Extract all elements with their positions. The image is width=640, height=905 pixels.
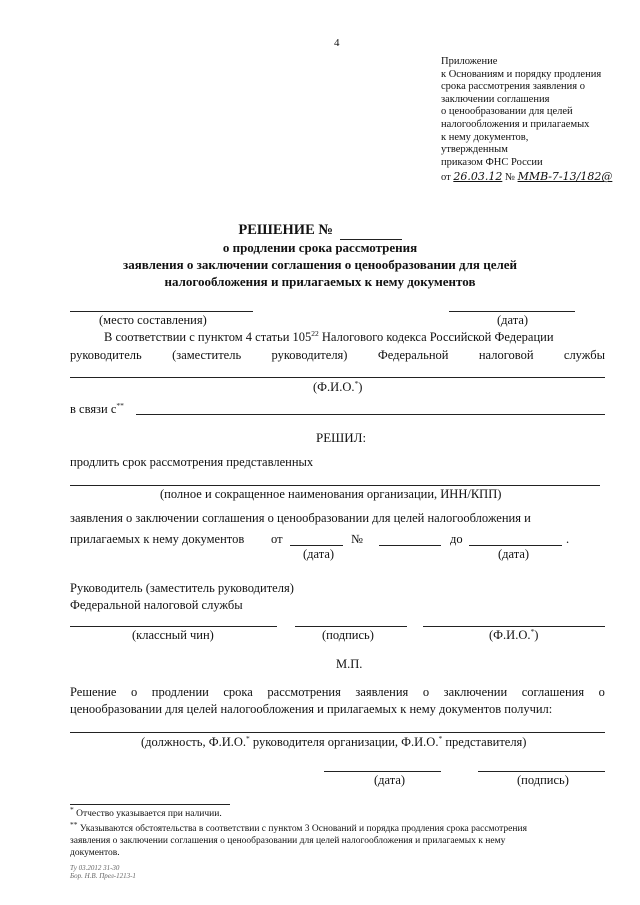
tech-mark [70,864,136,880]
tech-mark-line-2: Бор. Н.В. Прел-1213-1 [70,872,136,880]
footnote-2-line-3: документов. [70,848,120,858]
appendix-line: к Основаниям и порядку продления [441,68,602,80]
intro-text: В соответствии с пунктом 4 статьи 105 [104,330,312,344]
appendix-block [441,56,612,185]
intro-word: руководитель [70,348,142,362]
bottom-date-line [324,771,441,772]
appendix-line: о ценообразовании для целей [441,106,573,118]
due-to-line [136,414,605,415]
to-date-line [469,545,562,546]
order-number-prefix: № [504,172,515,184]
period: . [566,532,570,546]
received-word: соглашения [521,685,585,699]
fio-caption-text: (Ф.И.О. [313,380,355,394]
fio-caption-close: ) [358,380,363,394]
footnote-1-text: Отчество указывается при наличии. [73,809,222,819]
intro-word: Федеральной [377,348,449,362]
appendix-line: налогообложения и прилагаемых [441,118,590,130]
footnote-1-mark: * [70,804,74,814]
intro-word: руководителя) [271,348,348,362]
position-caption [141,735,526,750]
head-line-2: Федеральной налоговой службы [70,598,243,612]
extend-text: продлить срок рассмотрения представленных [70,455,314,469]
signature-caption: (подпись) [322,628,374,642]
intro-word: налоговой [478,348,534,362]
footnote-1 [70,804,222,820]
appendix-line: приказом ФНС России [441,156,543,168]
position-caption-a: (должность, Ф.И.О. [141,735,246,749]
head-line-1: Руководитель (заместитель руководителя) [70,581,294,595]
bottom-signature-line [478,771,605,772]
bottom-date-caption: (дата) [374,773,406,787]
to-label: до [450,532,463,546]
title-line-1 [0,222,640,240]
intro-line-1 [104,330,554,345]
received-word: Решение [70,685,117,699]
from-label: от [271,532,283,546]
received-word: о [422,685,430,699]
fio-star: * [354,378,359,388]
position-star-b: * [438,733,443,743]
due-to-stars: ** [116,400,124,410]
article-sup: 22 [311,328,319,338]
appendix-order-date [441,171,612,185]
title-line-4: налогообложения и прилагаемых к нему документов [164,274,476,289]
fio2-caption [489,628,538,643]
fio2-line [423,626,605,627]
received-line-1 [70,685,605,700]
received-word: продлении [151,685,209,699]
fio2-caption-text: (Ф.И.О. [489,628,531,642]
footnote-2-line-1: Указываются обстоятельства в соответствии с пунктом 3 Оснований и порядка продления срока рассмотрения [77,824,527,834]
received-word: срока [223,685,253,699]
footnote-2-line-2: заявления о заключении соглашения о ценообразовании для целей налогообложения и прилагаемых к нему [70,836,506,846]
org-line [70,485,600,486]
fio-line [70,377,605,378]
place-caption: (место составления) [99,313,207,327]
place-line [70,311,253,312]
received-word: о [130,685,138,699]
to-date-caption: (дата) [498,547,530,561]
from-date-caption: (дата) [303,547,335,561]
number-line [379,545,441,546]
fio2-star: * [530,626,535,636]
from-date-line [290,545,343,546]
appendix-line: срока рассмотрения заявления о [441,81,585,93]
received-word: заключении [443,685,508,699]
stamp-label: М.П. [336,657,363,671]
received-word: рассмотрения [267,685,341,699]
title-line-2: о продлении срока рассмотрения [222,240,418,255]
rank-line [70,626,277,627]
due-to-label [70,402,124,417]
footnote-2 [70,819,605,859]
fio2-caption-close: ) [534,628,539,642]
intro-word: (заместитель [172,348,242,362]
intro-word: службы [563,348,605,362]
received-line-2: ценообразовании для целей налогообложения и прилагаемых к нему документов получил: [70,702,553,716]
number-label: № [351,532,363,546]
decision-number-blank [340,222,402,240]
appendix-line: Приложение [441,56,498,67]
intro-line-2 [70,348,605,363]
footnote-separator [70,804,230,805]
signature-line [295,626,407,627]
bottom-signature-caption: (подпись) [517,773,569,787]
order-number-handwritten: ММВ-7-13/182@ [517,170,613,184]
title-line-3: заявления о заключении соглашения о ценообразовании для целей [122,257,518,272]
appendix-line: к нему документов, [441,131,529,143]
due-to-text: в связи с [70,402,117,416]
appendix-line: заключении соглашения [441,93,550,105]
decided-label: РЕШИЛ: [316,430,367,445]
order-date-handwritten: 26.03.12 [453,170,503,184]
application-line-1: заявления о заключении соглашения о ценообразовании для целей налогообложения и [70,511,531,525]
decision-title: РЕШЕНИЕ № [238,222,333,238]
org-caption: (полное и сокращенное наименования организации, ИНН/КПП) [160,487,502,501]
date-caption: (дата) [497,313,529,327]
footnote-2-mark: ** [70,819,78,829]
rank-caption: (классный чин) [132,628,214,642]
intro-text-rest: Налогового кодекса Российской Федерации [318,330,554,344]
tech-mark-line-1: Ту 03.2012 31-30 [70,864,120,872]
fio-caption [313,380,362,395]
position-star-a: * [246,733,250,743]
page-number: 4 [334,37,340,49]
received-word: о [598,685,605,699]
order-date-prefix: от [441,172,451,184]
received-word: заявления [355,685,409,699]
application-line-2: прилагаемых к нему документов [70,532,245,546]
appendix-line: утвержденным [441,144,508,156]
date-line [449,311,575,312]
position-caption-b: руководителя организации, Ф.И.О. [249,735,439,749]
position-caption-c: представителя) [442,735,527,749]
position-line [70,732,605,733]
